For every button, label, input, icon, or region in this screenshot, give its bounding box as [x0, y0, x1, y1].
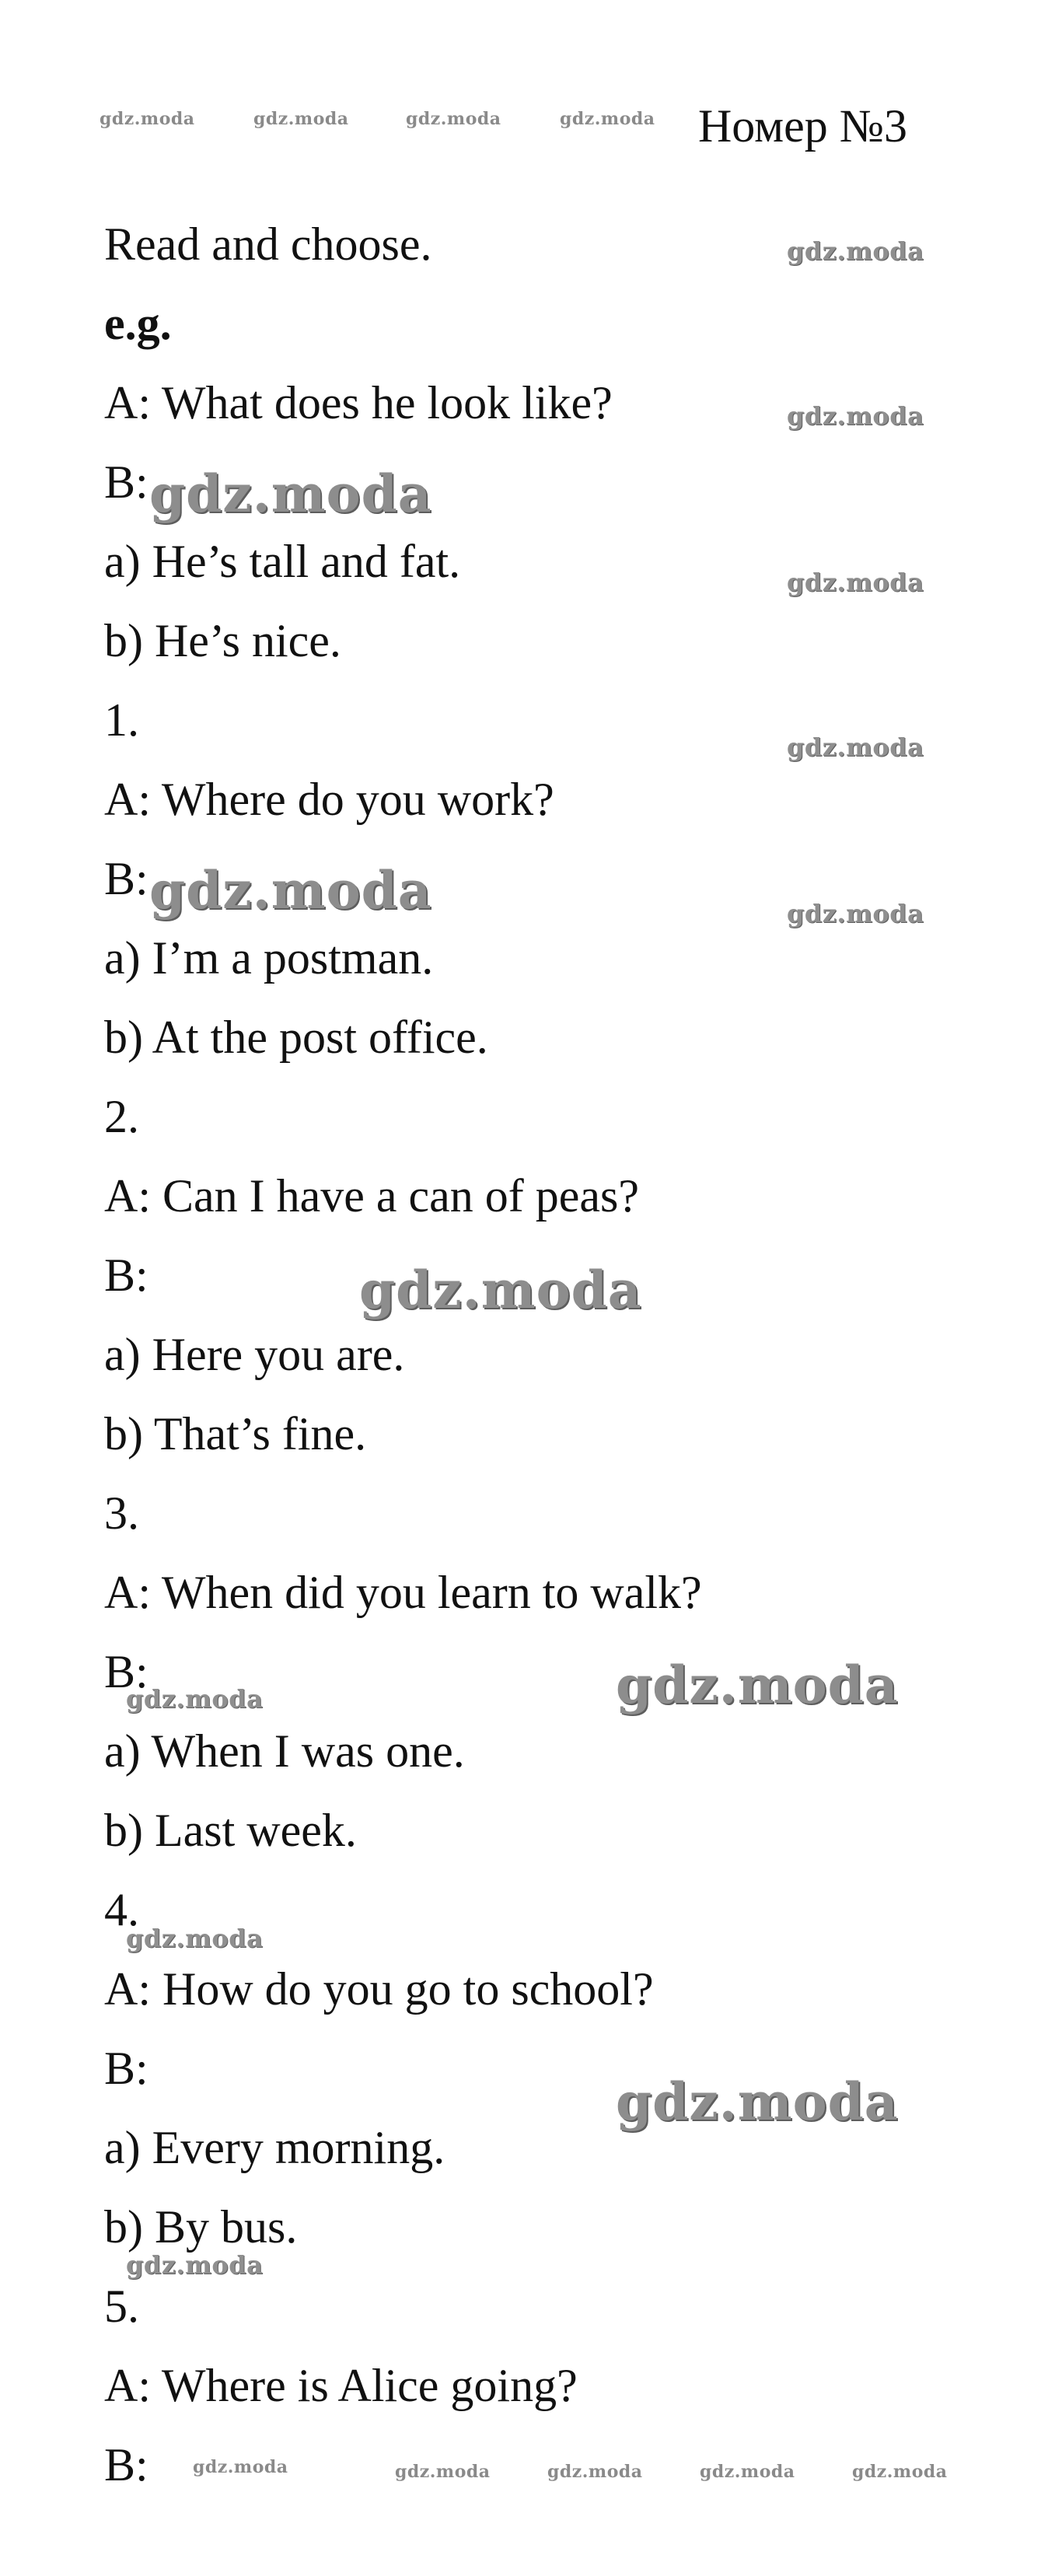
option-a: a) Every morning. — [104, 2122, 445, 2173]
question-line: A: How do you go to school? — [104, 1963, 654, 2015]
watermark: gdz.moda — [149, 463, 432, 524]
item-number: 3. — [104, 1487, 139, 1539]
item-number: 4. — [104, 1884, 139, 1935]
item-number: 2. — [104, 1091, 139, 1142]
item-number: 5. — [104, 2281, 139, 2332]
watermark: gdz.moda — [616, 1655, 899, 1715]
watermark: gdz.moda — [193, 2457, 288, 2477]
question-line: A: Can I have a can of peas? — [104, 1170, 640, 1222]
watermark: gdz.moda — [547, 2462, 643, 2482]
watermark: gdz.moda — [126, 1924, 264, 1953]
option-b: b) At the post office. — [104, 1012, 488, 1063]
answer-blank: B: — [104, 1250, 148, 1301]
watermark: gdz.moda — [616, 2071, 899, 2132]
option-a: a) He’s tall and fat. — [104, 536, 461, 587]
option-a: a) When I was one. — [104, 1725, 465, 1777]
watermark: gdz.moda — [149, 860, 432, 921]
option-b: b) He’s nice. — [104, 615, 341, 666]
watermark: gdz.moda — [253, 109, 349, 129]
watermark: gdz.moda — [395, 2462, 491, 2482]
example-label: e.g. — [104, 298, 172, 349]
question-line: A: Where do you work? — [104, 774, 554, 825]
watermark: gdz.moda — [787, 568, 924, 597]
watermark: gdz.moda — [126, 2250, 264, 2280]
item-number: 1. — [104, 694, 139, 746]
answer-blank: B: — [104, 456, 148, 508]
watermark: gdz.moda — [359, 1260, 642, 1320]
option-b: b) Last week. — [104, 1805, 357, 1856]
watermark: gdz.moda — [787, 401, 924, 431]
answer-blank: B: — [104, 2043, 148, 2094]
option-a: a) I’m a postman. — [104, 932, 434, 984]
watermark: gdz.moda — [126, 1684, 264, 1714]
watermark: gdz.moda — [852, 2462, 948, 2482]
question-line: A: What does he look like? — [104, 377, 613, 428]
question-line: A: When did you learn to walk? — [104, 1567, 702, 1618]
answer-blank: B: — [104, 1646, 148, 1697]
option-a: a) Here you are. — [104, 1329, 405, 1380]
answer-blank: B: — [104, 2439, 148, 2490]
question-line: A: Where is Alice going? — [104, 2360, 578, 2411]
watermark: gdz.moda — [100, 109, 195, 129]
option-b: b) That’s fine. — [104, 1408, 367, 1459]
watermark: gdz.moda — [700, 2462, 795, 2482]
option-b: b) By bus. — [104, 2201, 298, 2253]
watermark: gdz.moda — [787, 732, 924, 762]
watermark: gdz.moda — [560, 109, 655, 129]
instruction: Read and choose. — [104, 218, 432, 270]
watermark: gdz.moda — [406, 109, 501, 129]
page-title: Номер №3 — [697, 100, 907, 152]
answer-blank: B: — [104, 853, 148, 904]
watermark: gdz.moda — [787, 236, 924, 266]
watermark: gdz.moda — [787, 899, 924, 928]
